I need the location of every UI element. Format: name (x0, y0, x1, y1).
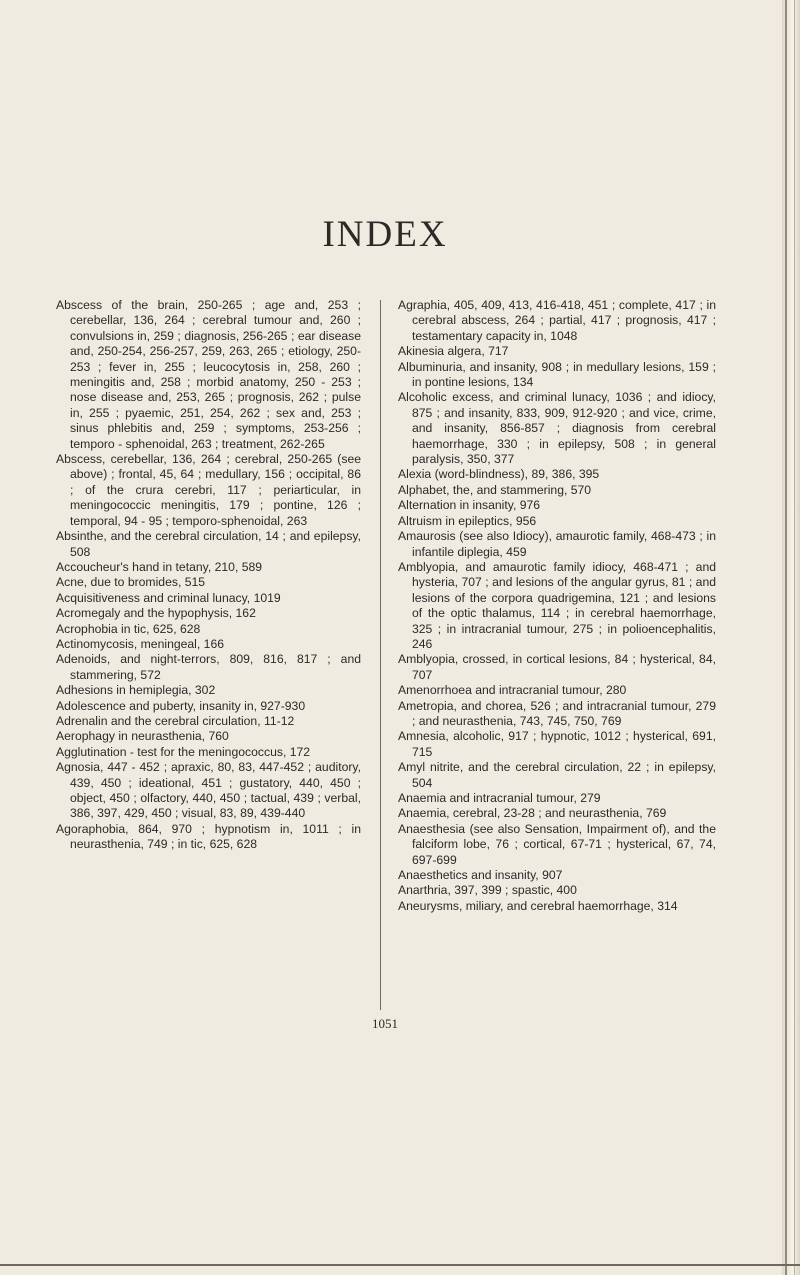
index-entry: Altruism in epileptics, 956 (398, 513, 537, 528)
index-entry: Agnosia, 447 - 452 ; apraxic, 80, 83, 447-452 ; auditory, 439, 450 ; ideational, 451 ; gustatory, 440, 450 ; object, 450 ; olfactory, 440, 450 ; tactual, 439 ; verbal, 386, 397, 429, 450 ; visual, 83, 89, 439-440 (56, 760, 361, 821)
index-entry: Amblyopia, crossed, in cortical lesions, 84 ; hysterical, 84, 707 (398, 652, 716, 682)
column-divider (380, 300, 381, 1010)
index-entry: Akinesia algera, 717 (398, 344, 509, 359)
index-entry: Adrenalin and the cerebral circulation, 11-12 (56, 713, 295, 728)
index-entry: Albuminuria, and insanity, 908 ; in medullary lesions, 159 ; in pontine lesions, 134 (398, 359, 716, 390)
index-entry: Absinthe, and the cerebral circulation, 14 ; and epilepsy, 508 (56, 529, 361, 559)
index-entry: Anaemia, cerebral, 23-28 ; and neurasthenia, 769 (398, 806, 667, 821)
index-entry: Actinomycosis, meningeal, 166 (56, 636, 225, 651)
index-entry: Alexia (word-blindness), 89, 386, 395 (398, 467, 600, 482)
index-entry: Alphabet, the, and stammering, 570 (398, 482, 592, 497)
index-entry: Amyl nitrite, and the cerebral circulation, 22 ; in epilepsy, 504 (398, 760, 716, 790)
index-entry: Ametropia, and chorea, 526 ; and intracranial tumour, 279 ; and neurasthenia, 743, 745, 750, 769 (398, 698, 716, 728)
index-entry: Accoucheur's hand in tetany, 210, 589 (56, 559, 263, 574)
index-entry: Abscess, cerebellar, 136, 264 ; cerebral, 250-265 (see above) ; frontal, 45, 64 ; medullary, 156 ; occipital, 86 ; of the crura cerebri, 117 ; periarticular, in meningococcic meningitis, 179 ; pontine, 126 ; temporal, 94 - 95 ; temporo-sphenoidal, 263 (56, 452, 361, 528)
page-title: INDEX (322, 214, 448, 255)
index-column-right (398, 298, 716, 914)
index-entry: Anaemia and intracranial tumour, 279 (398, 791, 601, 805)
index-entry: Agoraphobia, 864, 970 ; hypnotism in, 1011 ; in neurasthenia, 749 ; in tic, 625, 628 (56, 821, 361, 852)
index-entry: Adhesions in hemiplegia, 302 (56, 683, 216, 698)
index-entry: Amenorrhoea and intracranial tumour, 280 (398, 683, 627, 698)
index-entry: Abscess of the brain, 250-265 ; age and, 253 ; cerebellar, 136, 264 ; cerebral tumour and, 260 ; convulsions in, 259 ; diagnosis, 256-265 ; ear disease and, 250-254, 256-257, 259, 263, 265 ; etiology, 250-253 ; fever in, 255 ; leucocytosis in, 258, 260 ; meningitis and, 258 ; morbid anatomy, 250 - 253 ; nose disease and, 253, 265 ; prognosis, 262 ; pulse in, 255 ; pyaemic, 251, 254, 262 ; sex and, 253 ; sinus phlebitis and, 259 ; symptoms, 253-256 ; temporo - sphenoidal, 263 ; treatment, 262-265 (56, 298, 361, 451)
index-entry: Acquisitiveness and criminal lunacy, 1019 (56, 590, 281, 605)
book-spine-edge (782, 0, 800, 1275)
index-entry: Aerophagy in neurasthenia, 760 (56, 729, 229, 744)
index-entry: Acrophobia in tic, 625, 628 (56, 621, 201, 636)
index-entry: Acne, due to bromides, 515 (56, 575, 206, 590)
index-entry: Adenoids, and night-terrors, 809, 816, 817 ; and stammering, 572 (56, 652, 361, 682)
index-entry: Amnesia, alcoholic, 917 ; hypnotic, 1012 ; hysterical, 691, 715 (398, 729, 716, 759)
index-entry: Anarthria, 397, 399 ; spastic, 400 (398, 883, 577, 898)
index-entry: Adolescence and puberty, insanity in, 927-930 (56, 698, 306, 713)
index-entry: Amblyopia, and amaurotic family idiocy, 468-471 ; and hysteria, 707 ; and lesions of the angular gyrus, 81 ; and lesions of the corpora quadrigemina, 121 ; and lesions of the optic thalamus, 114 ; in cerebral haemorrhage, 325 ; in intracranial tumour, 275 ; in polioencephalitis, 246 (398, 559, 716, 651)
index-entry: Agglutination - test for the meningococcus, 172 (56, 744, 311, 759)
index-column-left (56, 298, 361, 853)
index-entry: Acromegaly and the hypophysis, 162 (56, 606, 256, 621)
index-entry: Anaesthetics and insanity, 907 (398, 868, 563, 883)
index-entry: Anaesthesia (see also Sensation, Impairment of), and the falciform lobe, 76 ; cortical, 67-71 ; hysterical, 67, 74, 697-699 (398, 821, 716, 867)
index-entry: Aneurysms, miliary, and cerebral haemorrhage, 314 (398, 898, 678, 913)
index-entry: Agraphia, 405, 409, 413, 416-418, 451 ; complete, 417 ; in cerebral abscess, 264 ; partial, 417 ; prognosis, 417 ; testamentary capacity in, 1048 (398, 298, 716, 343)
page-number: 1051 (372, 1016, 398, 1031)
page-bottom-edge (0, 1264, 800, 1266)
index-entry: Alcoholic excess, and criminal lunacy, 1036 ; and idiocy, 875 ; and insanity, 833, 909, 912-920 ; and vice, crime, and insanity, 856-857 ; diagnosis from cerebral haemorrhage, 330 ; in epilepsy, 508 ; in general paralysis, 350, 377 (398, 390, 716, 467)
index-entry: Alternation in insanity, 976 (398, 498, 541, 513)
index-entry: Amaurosis (see also Idiocy), amaurotic family, 468-473 ; in infantile diplegia, 459 (398, 529, 716, 559)
